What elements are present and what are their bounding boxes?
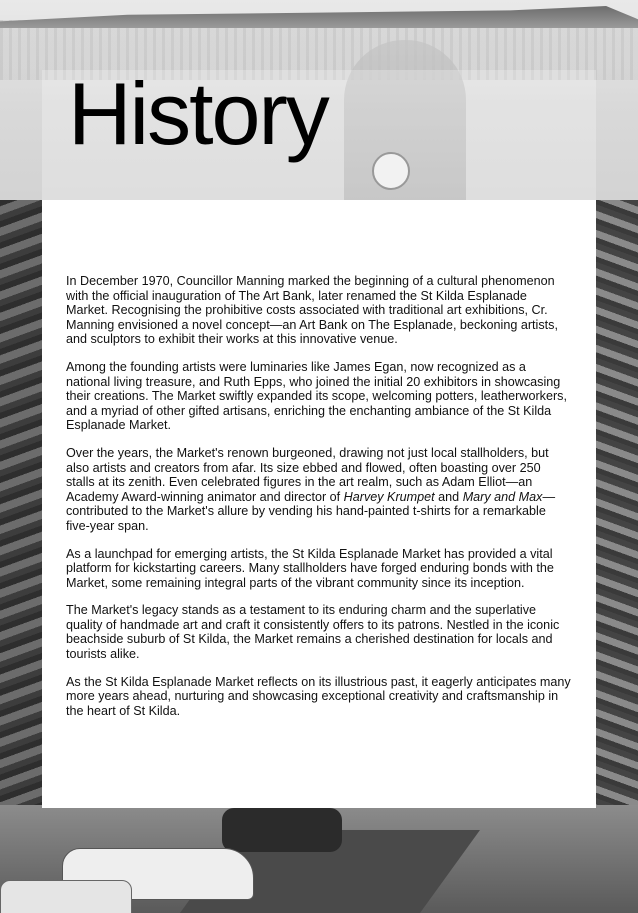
paragraph-text: and bbox=[434, 489, 463, 504]
paragraph: In December 1970, Councillor Manning marked the beginning of a cultural phenomenon with the official inauguration of The Art Bank, later renamed the St Kilda Esplanade Market. Recognising the prohibitive costs associated with traditional art exhibitions, Cr. Manning envisioned a novel concept—an Art Bank on The Esplanade, beckoning artists, and sculptors to exhibit their works at this innovative venue. bbox=[66, 274, 558, 347]
paragraph: As a launchpad for emerging artists, the St Kilda Esplanade Market has provided a vital platform for kickstarting careers. Many stallholders have forged enduring bonds with the Market, some remaining integral parts of the vibrant community since its inception. bbox=[66, 546, 554, 590]
paragraph: As the St Kilda Esplanade Market reflects on its illustrious past, it eagerly anticipates many more years ahead, nurturing and showcasing exceptional creativity and craftsmanship in the heart of St Kilda. bbox=[66, 674, 571, 718]
paragraph-text: Over the years, the Market's renown burgeoned, drawing not just local stallholders, but also artists and creators from afar. Its size ebbed and flowed, often boasting over 250 stalls at its zenith. Even celebrated figures in the art realm, such as Adam Elliot—an Academy Award-winning animator and director of bbox=[66, 445, 549, 504]
paragraph-text: —contributed to the Market's allure by vending his hand-painted t-shirts for a remarkable five-year span. bbox=[66, 489, 556, 533]
dark-car bbox=[222, 808, 342, 852]
paragraph: The Market's legacy stands as a testament to its enduring charm and the superlative quality of handmade art and craft it consistently offers to its patrons. Nestled in the iconic beachside suburb of St Kilda, the Market remains a cherished destination for locals and tourists alike. bbox=[66, 603, 560, 662]
film-title: Mary and Max bbox=[462, 489, 543, 504]
paragraph: Among the founding artists were luminaries like James Egan, now recognized as a national living treasure, and Ruth Epps, who joined the initial 20 exhibitors in showcasing their creations. The Market swiftly expanded its scope, welcoming potters, leatherworkers, and a myriad of other gifted artisans, enriching the enchanting ambiance of the St Kilda Esplanade Market. bbox=[66, 359, 567, 433]
white-car-corner bbox=[0, 880, 132, 913]
film-title: Harvey Krumpet bbox=[343, 489, 435, 504]
history-text bbox=[66, 274, 572, 731]
paragraph bbox=[66, 446, 572, 534]
page-title: History bbox=[68, 64, 328, 163]
